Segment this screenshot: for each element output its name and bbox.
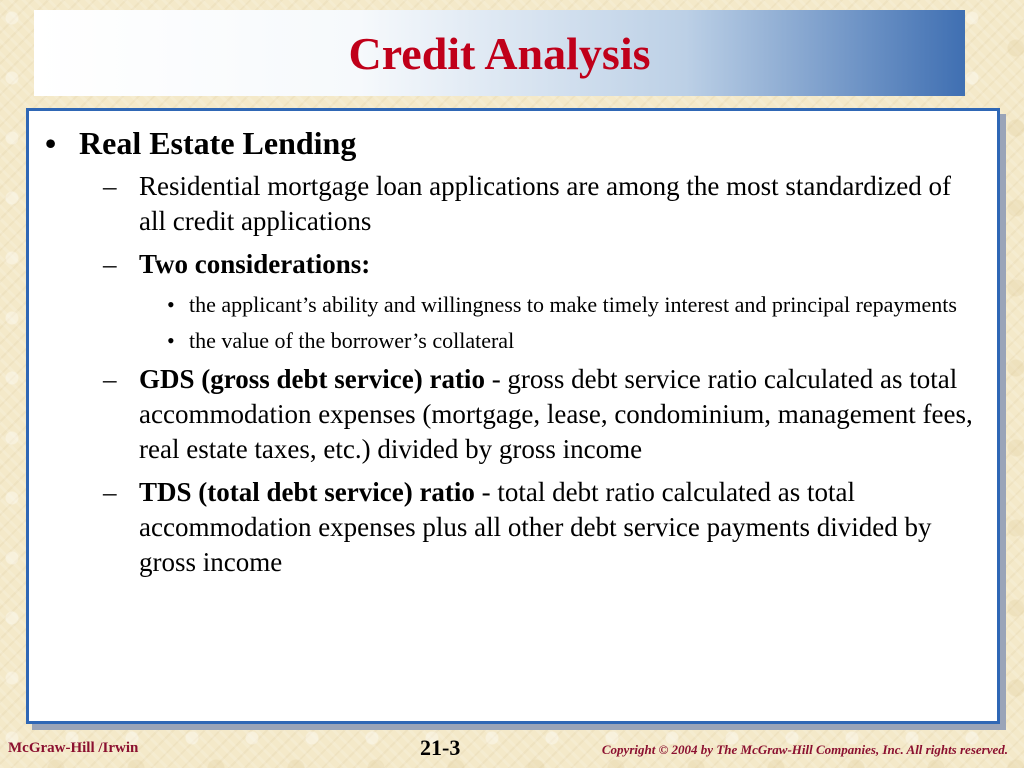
item-text: - gross debt service ratio calculated as total accommodation expenses (mortgage, lease, condominium, management fees, real estate taxes, etc.) divided by gross income [139, 364, 973, 464]
heading-row [45, 125, 981, 161]
dash-icon: – [103, 171, 117, 201]
bullet-icon: • [167, 292, 175, 317]
footer-page-number: 21-3 [420, 735, 461, 760]
heading-text: Real Estate Lending [79, 125, 357, 161]
item-label: Two considerations: [139, 249, 371, 279]
list-item [103, 169, 981, 239]
item-body [139, 475, 981, 580]
content-box [26, 108, 1000, 724]
footer-publisher: McGraw-Hill /Irwin [8, 740, 139, 756]
dash-icon: – [103, 249, 117, 279]
bullet-icon: • [45, 125, 57, 161]
item-text: Residential mortgage loan applications are among the most standardized of all credit applications [139, 171, 952, 236]
sub-list-item [167, 290, 981, 320]
slide-title: Credit Analysis [348, 27, 651, 79]
bullet-icon: • [167, 328, 175, 353]
item-label: GDS (gross debt service) ratio [139, 364, 485, 394]
list-item [103, 362, 981, 467]
sub-item-text: the value of the borrower’s collateral [189, 328, 515, 353]
title-bar [34, 10, 965, 96]
sub-list-item [167, 326, 981, 356]
list-item [103, 475, 981, 580]
dash-icon: – [103, 364, 117, 394]
item-label: TDS (total debt service) ratio [139, 477, 475, 507]
list-item [103, 247, 981, 282]
item-text: - total debt ratio calculated as total accommodation expenses plus all other debt service payments divided by gross income [139, 477, 932, 577]
item-body [139, 362, 981, 467]
footer-copyright: Copyright © 2004 by The McGraw-Hill Companies, Inc. All rights reserved. [601, 742, 1008, 757]
sub-item-text: the applicant’s ability and willingness to make timely interest and principal repayments [189, 292, 957, 317]
dash-icon: – [103, 477, 117, 507]
